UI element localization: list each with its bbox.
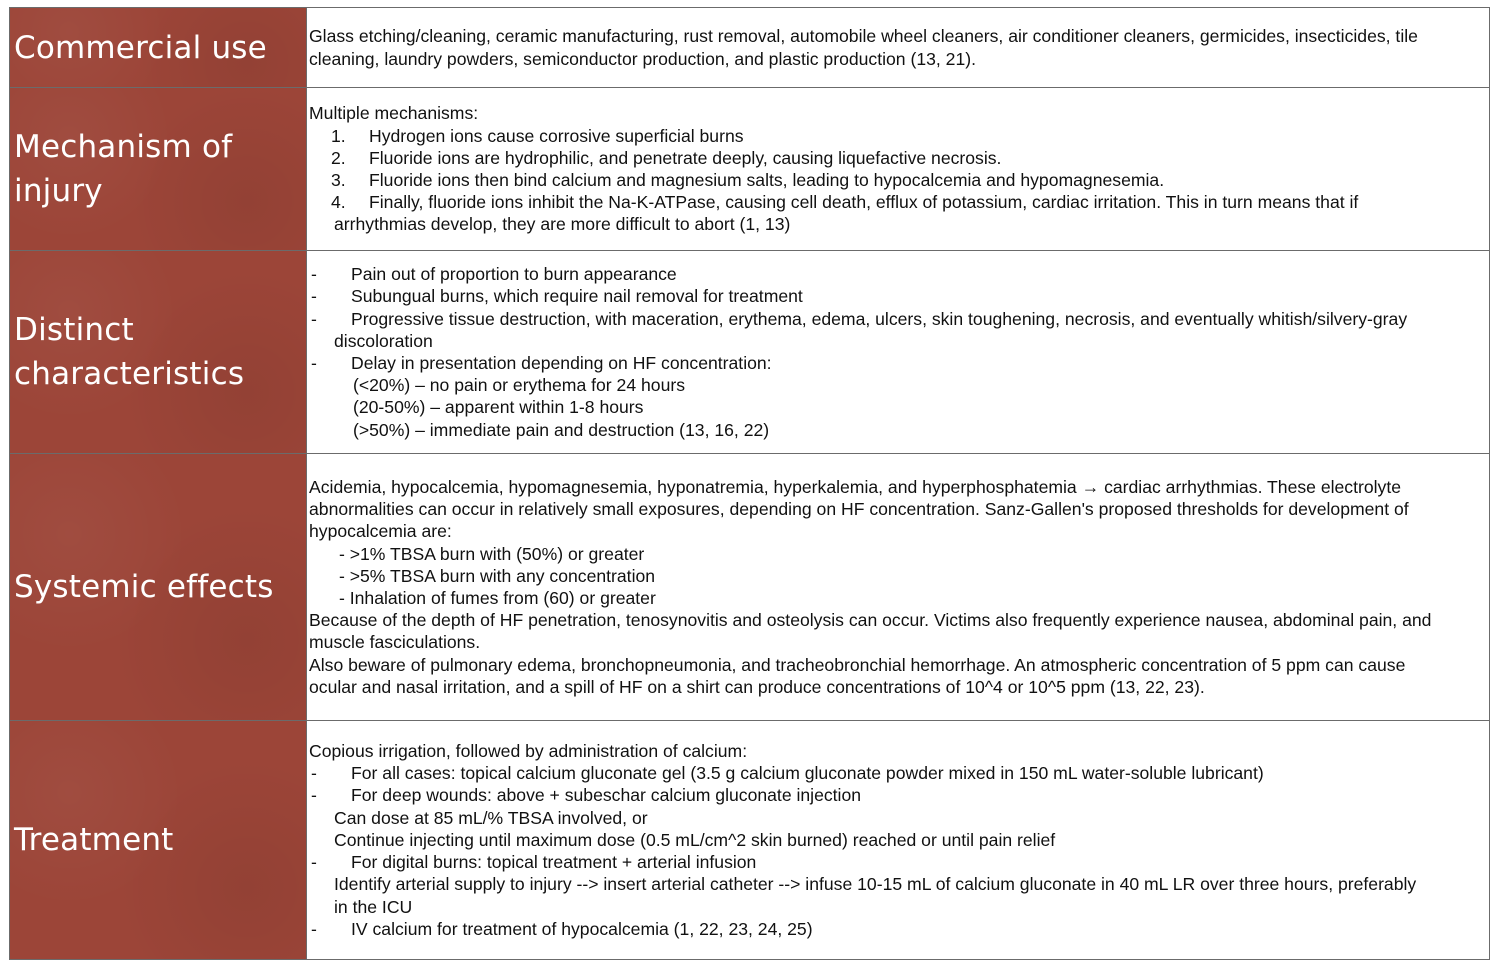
sub-item: (<20%) – no pain or erythema for 24 hours [353, 375, 686, 396]
bullet-item [309, 851, 1479, 873]
table-row-commercial-use [10, 8, 1490, 88]
sub-item: (>50%) – immediate pain and destruction (13, 16, 22) [353, 419, 770, 440]
mechanism-intro: Multiple mechanisms: [309, 103, 479, 124]
row-content-mechanism-of-injury [307, 88, 1490, 250]
bullet-item [309, 263, 1479, 285]
bullet-dash: - [311, 264, 317, 285]
list-number: 3. [331, 170, 346, 190]
list-item [309, 125, 1479, 147]
bullet-continuation: in the ICU [334, 896, 413, 917]
table-row-mechanism-of-injury [10, 88, 1490, 251]
paragraph-line: Also beware of pulmonary edema, bronchopneumonia, and tracheobronchial hemorrhage. An atmospheric concentration of 5 ppm can cause [309, 654, 1406, 675]
bullet-text: Delay in presentation depending on HF concentration: [351, 353, 772, 373]
threshold-item: - Inhalation of fumes from (60) or greater [339, 588, 656, 608]
bullet-item [309, 784, 1479, 806]
paragraph-line: abnormalities can occur in relatively small exposures, depending on HF concentration. Sanz-Gallen's proposed thresholds for development of [309, 499, 1409, 520]
bullet-text: Pain out of proportion to burn appearance [351, 264, 677, 285]
row-label-systemic-effects: Systemic effects [10, 454, 307, 720]
bullet-item [309, 352, 1479, 374]
threshold-item: - >1% TBSA burn with (50%) or greater [339, 543, 645, 564]
bullet-text: For deep wounds: above + subeschar calcium gluconate injection [351, 785, 862, 806]
list-text: Finally, fluoride ions inhibit the Na-K-ATPase, causing cell death, efflux of potassium, cardiac irritation. This in turn means that if [369, 192, 1359, 213]
row-content-commercial-use [307, 8, 1490, 87]
bullet-continuation: Continue injecting until maximum dose (0.5 mL/cm^2 skin burned) reached or until pain relief [334, 829, 1056, 850]
row-label-treatment: Treatment [10, 721, 307, 959]
bullet-dash: - [311, 353, 317, 373]
bullet-item [309, 762, 1479, 784]
bullet-dash: - [311, 308, 317, 329]
paragraph-line: muscle fasciculations. [309, 632, 481, 653]
bullet-text: Subungual burns, which require nail removal for treatment [351, 286, 803, 307]
row-label-mechanism-of-injury: Mechanism of injury [10, 88, 307, 250]
sub-item: (20-50%) – apparent within 1-8 hours [353, 397, 644, 418]
bullet-item [309, 285, 1479, 307]
bullet-dash: - [311, 763, 317, 784]
bullet-text: Progressive tissue destruction, with maceration, erythema, edema, ulcers, skin toughening, necrosis, and eventually whitish/silvery-gray [351, 308, 1408, 329]
list-text: Fluoride ions are hydrophilic, and penetrate deeply, causing liquefactive necrosis. [369, 147, 1002, 168]
list-item [309, 191, 1479, 213]
table-row-treatment [10, 721, 1490, 960]
list-number: 4. [331, 192, 346, 213]
row-content-treatment [307, 721, 1490, 959]
paragraph-line: Because of the depth of HF penetration, tenosynovitis and osteolysis can occur. Victims also frequently experience nausea, abdominal pain, and [309, 610, 1432, 631]
commercial-use-text: Glass etching/cleaning, ceramic manufacturing, rust removal, automobile wheel cleaners, air conditioner cleaners, germicides, insecticides, tile cleaning, laundry powders, semiconductor production, and plastic production (13, 21). [309, 26, 1418, 69]
list-item [309, 147, 1479, 169]
bullet-continuation: discoloration [334, 330, 433, 351]
bullet-continuation: Can dose at 85 mL/% TBSA involved, or [334, 807, 648, 828]
list-continuation: arrhythmias develop, they are more difficult to abort (1, 13) [334, 214, 791, 235]
bullet-item [309, 308, 1479, 330]
row-label-distinct-characteristics: Distinct characteristics [10, 251, 307, 453]
paragraph-line: ocular and nasal irritation, and a spill of HF on a shirt can produce concentrations of 10^4 or 10^5 ppm (13, 22, 23). [309, 676, 1205, 697]
bullet-text: For all cases: topical calcium gluconate gel (3.5 g calcium gluconate powder mixed in 150 mL water-soluble lubricant) [351, 763, 1264, 784]
list-number: 2. [331, 147, 346, 168]
table-row-systemic-effects [10, 454, 1490, 721]
bullet-continuation: Identify arterial supply to injury --> insert arterial catheter --> infuse 10-15 mL of calcium gluconate in 40 mL LR over three hours, preferably [334, 874, 1417, 895]
row-content-distinct-characteristics [307, 251, 1490, 453]
list-text: Fluoride ions then bind calcium and magnesium salts, leading to hypocalcemia and hypomagnesemia. [369, 170, 1165, 190]
bullet-dash: - [311, 852, 317, 873]
threshold-item: - >5% TBSA burn with any concentration [339, 565, 656, 586]
list-item [309, 169, 1479, 191]
treatment-intro: Copious irrigation, followed by administration of calcium: [309, 741, 748, 762]
bullet-dash: - [311, 918, 317, 939]
bullet-dash: - [311, 286, 317, 307]
bullet-item [309, 918, 1479, 940]
hf-burn-table [9, 7, 1490, 960]
paragraph-line: Acidemia, hypocalcemia, hypomagnesemia, hyponatremia, hyperkalemia, and hyperphosphatemia → cardiac arrhythmias. These electrolyte [309, 476, 1402, 497]
list-text: Hydrogen ions cause corrosive superficial burns [369, 125, 744, 146]
row-content-systemic-effects [307, 454, 1490, 720]
bullet-dash: - [311, 785, 317, 806]
table-row-distinct-characteristics [10, 251, 1490, 454]
row-label-commercial-use: Commercial use [10, 8, 307, 87]
bullet-text: For digital burns: topical treatment + arterial infusion [351, 852, 757, 873]
paragraph-line: hypocalcemia are: [309, 521, 452, 542]
list-number: 1. [331, 125, 346, 146]
bullet-text: IV calcium for treatment of hypocalcemia (1, 22, 23, 24, 25) [351, 918, 813, 939]
